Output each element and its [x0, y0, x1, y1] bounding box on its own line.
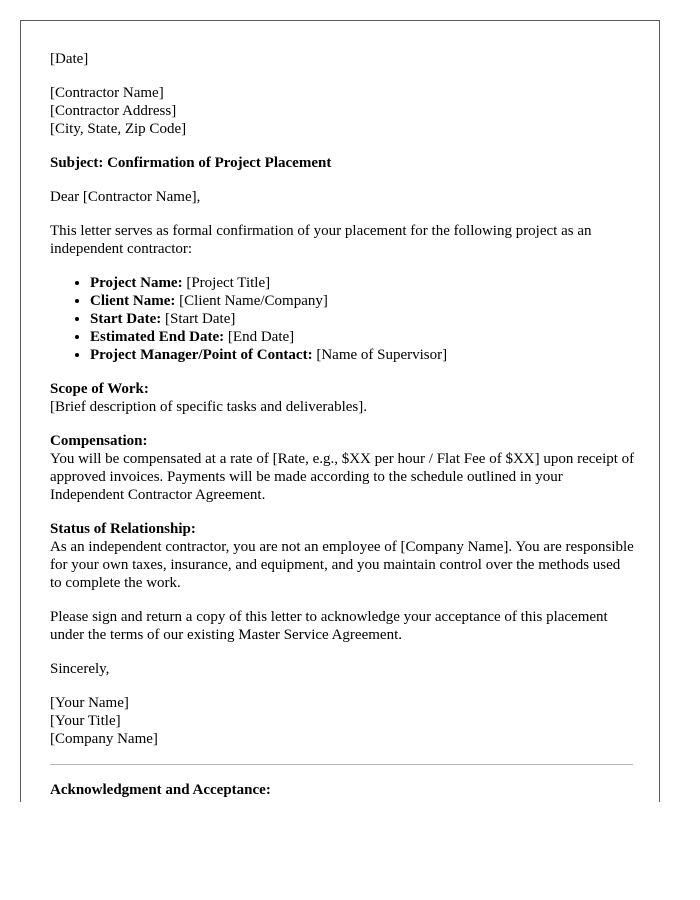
- detail-item-end-date: [90, 328, 635, 346]
- letter-content: [50, 50, 635, 802]
- recipient-address: [Contractor Address]: [50, 103, 177, 119]
- letter-date: [Date]: [50, 51, 89, 67]
- scope-heading: Scope of Work:: [50, 381, 149, 397]
- acknowledgment-heading: Acknowledgment and Acceptance:: [50, 782, 271, 798]
- relationship-body: As an independent contractor, you are not an employee of [Company Name]. You are responsible for your own taxes, insurance, and equipment, and you maintain control over the methods used to complete the work.: [50, 539, 634, 591]
- detail-item-project-name: [90, 274, 635, 292]
- scope-body: [Brief description of specific tasks and deliverables].: [50, 399, 367, 415]
- detail-label: Project Manager/Point of Contact:: [90, 347, 313, 363]
- compensation-heading: Compensation:: [50, 433, 148, 449]
- detail-value: [Start Date]: [164, 311, 236, 327]
- detail-label: Project Name:: [90, 275, 183, 291]
- section-divider: [50, 764, 633, 765]
- detail-item-start-date: [90, 310, 635, 328]
- intro-paragraph: This letter serves as formal confirmation of your placement for the following project as an independent contractor:: [50, 223, 592, 257]
- closing-request: Please sign and return a copy of this letter to acknowledge your acceptance of this placement under the terms of our existing Master Service Agreement.: [50, 609, 608, 643]
- compensation-section: [50, 432, 635, 504]
- detail-value: [Client Name/Company]: [179, 293, 328, 309]
- sender-company: [Company Name]: [50, 731, 158, 747]
- letter-subject: Subject: Confirmation of Project Placement: [50, 155, 332, 171]
- detail-label: Client Name:: [90, 293, 176, 309]
- salutation: Dear [Contractor Name],: [50, 189, 201, 205]
- closing: Sincerely,: [50, 661, 110, 677]
- sender-name: [Your Name]: [50, 695, 129, 711]
- letter-page: [20, 20, 660, 802]
- relationship-heading: Status of Relationship:: [50, 521, 196, 537]
- sender-title: [Your Title]: [50, 713, 121, 729]
- detail-item-project-manager: [90, 346, 635, 364]
- compensation-body: You will be compensated at a rate of [Rate, e.g., $XX per hour / Flat Fee of $XX] upon receipt of approved invoices. Payments will be made according to the schedule outlined in your Independent Contractor Agreement.: [50, 451, 635, 503]
- project-details-list: [50, 274, 635, 364]
- relationship-section: [50, 520, 635, 592]
- detail-label: Start Date:: [90, 311, 162, 327]
- signature-block: [50, 694, 635, 748]
- detail-value: [Project Title]: [186, 275, 271, 291]
- recipient-name: [Contractor Name]: [50, 85, 164, 101]
- detail-value: [Name of Supervisor]: [316, 347, 448, 363]
- recipient-city-state-zip: [City, State, Zip Code]: [50, 121, 187, 137]
- recipient-block: [50, 84, 635, 138]
- detail-label: Estimated End Date:: [90, 329, 225, 345]
- detail-item-client-name: [90, 292, 635, 310]
- detail-value: [End Date]: [227, 329, 295, 345]
- scope-section: [50, 380, 635, 416]
